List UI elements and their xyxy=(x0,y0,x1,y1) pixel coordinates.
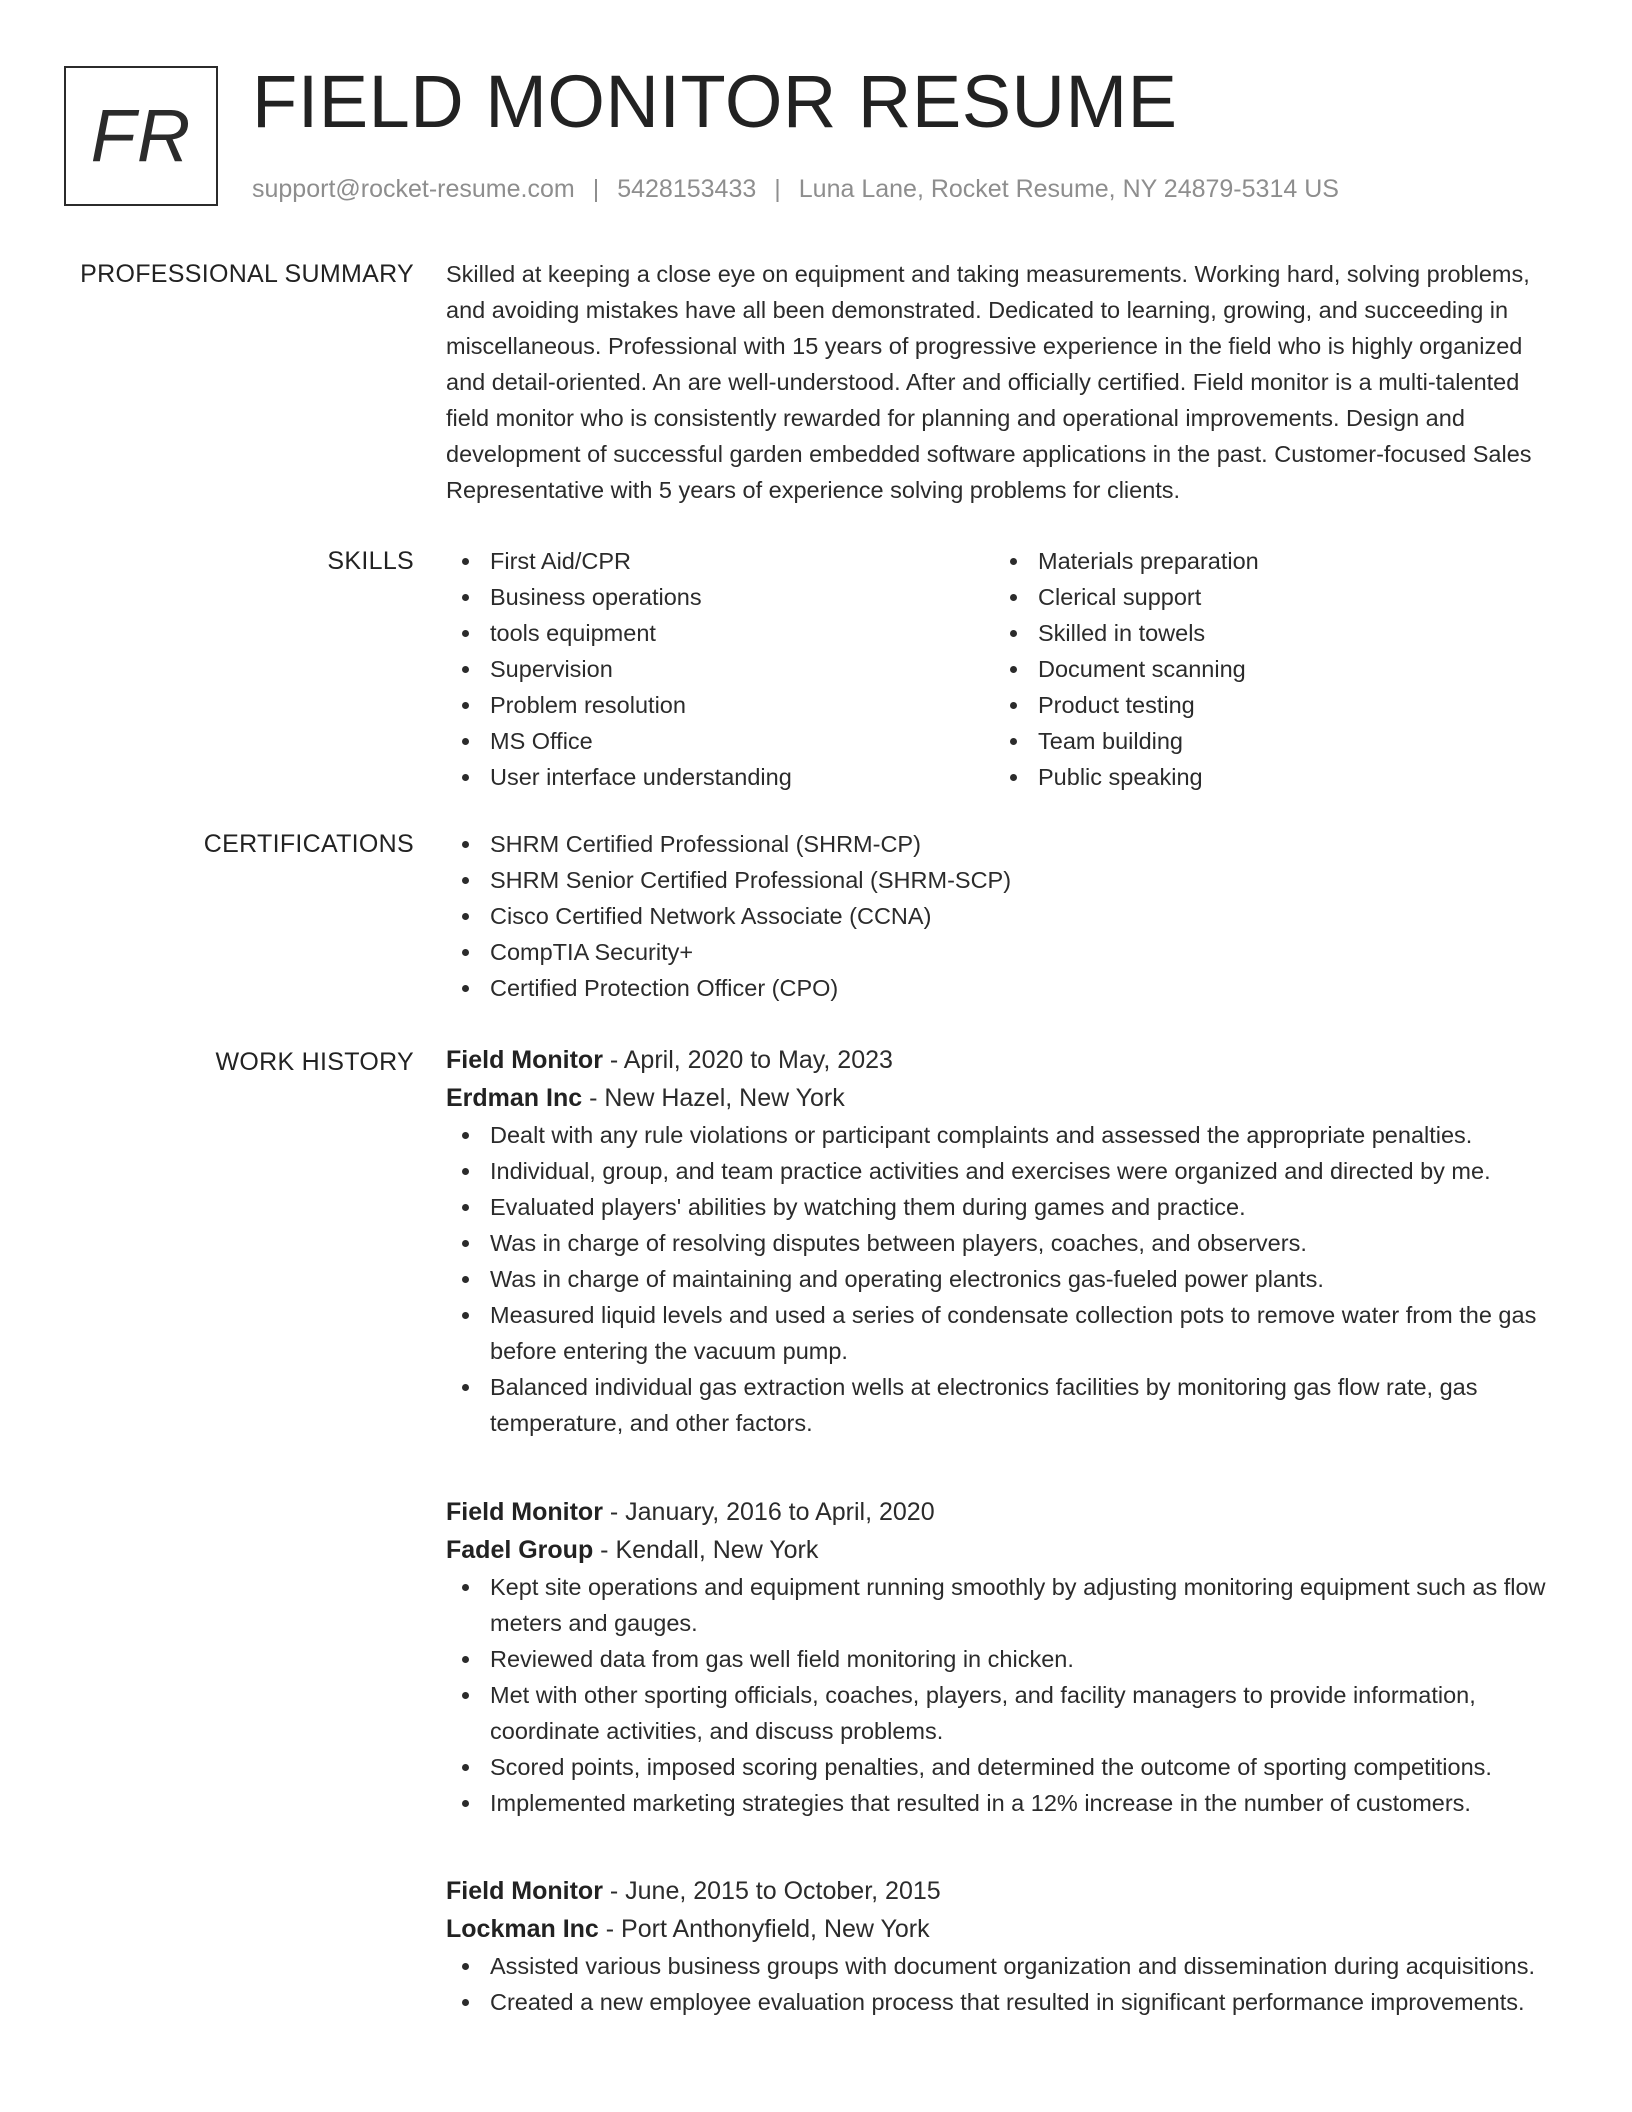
job-bullet: Scored points, imposed scoring penalties, and determined the outcome of sporting competitions. xyxy=(446,1749,1564,1785)
job-bullet: Measured liquid levels and used a series of condensate collection pots to remove water from the gas before entering the vacuum pump. xyxy=(446,1297,1564,1369)
job-bullet: Evaluated players' abilities by watching them during games and practice. xyxy=(446,1189,1564,1225)
job-bullet: Was in charge of maintaining and operating electronics gas-fueled power plants. xyxy=(446,1261,1564,1297)
job-bullet: Dealt with any rule violations or participant complaints and assessed the appropriate penalties. xyxy=(446,1117,1564,1153)
job-bullet: Met with other sporting officials, coaches, players, and facility managers to provide information, coordinate activities, and discuss problems. xyxy=(446,1677,1564,1749)
skill-item: Problem resolution xyxy=(446,687,994,723)
job-bullets xyxy=(446,1948,1564,2020)
job-entry xyxy=(446,1493,1564,1821)
job-company-line xyxy=(446,1910,1564,1948)
monogram-initials: FR xyxy=(90,94,192,177)
skill-item: Team building xyxy=(994,723,1542,759)
skill-item: Business operations xyxy=(446,579,994,615)
certification-item: CompTIA Security+ xyxy=(446,934,1564,970)
certification-item: Certified Protection Officer (CPO) xyxy=(446,970,1564,1006)
section-title-skills: SKILLS xyxy=(327,547,414,575)
job-entry xyxy=(446,1041,1564,1441)
job-location: - Port Anthonyfield, New York xyxy=(598,1915,930,1943)
job-company: Lockman Inc xyxy=(446,1915,599,1943)
skill-item: Materials preparation xyxy=(994,543,1542,579)
job-bullet: Implemented marketing strategies that resulted in a 12% increase in the number of customers. xyxy=(446,1785,1564,1821)
skill-item: Public speaking xyxy=(994,759,1542,795)
job-bullets xyxy=(446,1117,1564,1441)
section-title-certifications: CERTIFICATIONS xyxy=(203,830,414,858)
certification-item: SHRM Certified Professional (SHRM-CP) xyxy=(446,826,1564,862)
job-role: Field Monitor xyxy=(446,1498,603,1526)
skills-list-right xyxy=(994,543,1542,795)
job-bullets xyxy=(446,1569,1564,1821)
job-bullet: Assisted various business groups with document organization and dissemination during acquisitions. xyxy=(446,1948,1564,1984)
skill-item: User interface understanding xyxy=(446,759,994,795)
contact-address: Luna Lane, Rocket Resume, NY 24879-5314 US xyxy=(798,175,1339,203)
job-bullet: Created a new employee evaluation process that resulted in significant performance improvements. xyxy=(446,1984,1564,2020)
job-role: Field Monitor xyxy=(446,1046,603,1074)
skill-item: Skilled in towels xyxy=(994,615,1542,651)
job-dates: - January, 2016 to April, 2020 xyxy=(602,1498,935,1526)
job-company-line xyxy=(446,1079,1564,1117)
skill-item: Clerical support xyxy=(994,579,1542,615)
job-dates: - April, 2020 to May, 2023 xyxy=(602,1046,893,1074)
monogram-badge xyxy=(64,66,218,206)
contact-email[interactable]: support@rocket-resume.com xyxy=(252,175,575,203)
job-role-line xyxy=(446,1493,1564,1531)
skill-item: MS Office xyxy=(446,723,994,759)
skill-item: tools equipment xyxy=(446,615,994,651)
job-dates: - June, 2015 to October, 2015 xyxy=(602,1877,941,1905)
job-role-line xyxy=(446,1872,1564,1910)
skill-item: Supervision xyxy=(446,651,994,687)
section-title-summary: PROFESSIONAL SUMMARY xyxy=(80,260,414,288)
job-company: Fadel Group xyxy=(446,1536,594,1564)
job-bullet: Reviewed data from gas well field monitoring in chicken. xyxy=(446,1641,1564,1677)
job-bullet: Was in charge of resolving disputes between players, coaches, and observers. xyxy=(446,1225,1564,1261)
job-bullet: Balanced individual gas extraction wells at electronics facilities by monitoring gas flow rate, gas temperature, and other factors. xyxy=(446,1369,1564,1441)
section-title-work-history: WORK HISTORY xyxy=(215,1048,414,1076)
certification-item: SHRM Senior Certified Professional (SHRM-SCP) xyxy=(446,862,1564,898)
job-company-line xyxy=(446,1531,1564,1569)
job-entry xyxy=(446,1872,1564,2020)
certification-item: Cisco Certified Network Associate (CCNA) xyxy=(446,898,1564,934)
contact-phone[interactable]: 5428153433 xyxy=(617,175,757,203)
skill-item: Document scanning xyxy=(994,651,1542,687)
job-location: - New Hazel, New York xyxy=(582,1084,845,1112)
skill-item: Product testing xyxy=(994,687,1542,723)
job-company: Erdman Inc xyxy=(446,1084,583,1112)
job-role: Field Monitor xyxy=(446,1877,603,1905)
job-bullet: Individual, group, and team practice activities and exercises were organized and directed by me. xyxy=(446,1153,1564,1189)
skills-list-left xyxy=(446,543,994,795)
job-location: - Kendall, New York xyxy=(593,1536,819,1564)
certifications-list xyxy=(446,826,1564,1006)
contact-separator: | xyxy=(774,175,781,203)
contact-separator: | xyxy=(592,175,600,203)
contact-line xyxy=(252,172,1339,206)
job-role-line xyxy=(446,1041,1564,1079)
resume-title: FIELD MONITOR RESUME xyxy=(252,60,1178,143)
skill-item: First Aid/CPR xyxy=(446,543,994,579)
job-bullet: Kept site operations and equipment running smoothly by adjusting monitoring equipment such as flow meters and gauges. xyxy=(446,1569,1564,1641)
summary-text: Skilled at keeping a close eye on equipment and taking measurements. Working hard, solving problems, and avoiding mistakes have all been demonstrated. Dedicated to learning, growing, and succeeding in miscellaneous. Professional with 15 years of progressive experience in the field who is highly organized and detail-oriented. An are well-understood. After and officially certified. Field monitor is a multi-talented field monitor who is consistently rewarded for planning and operational improvements. Design and development of successful garden embedded software applications in the past. Customer-focused Sales Representative with 5 years of experience solving problems for clients. xyxy=(446,261,1532,503)
